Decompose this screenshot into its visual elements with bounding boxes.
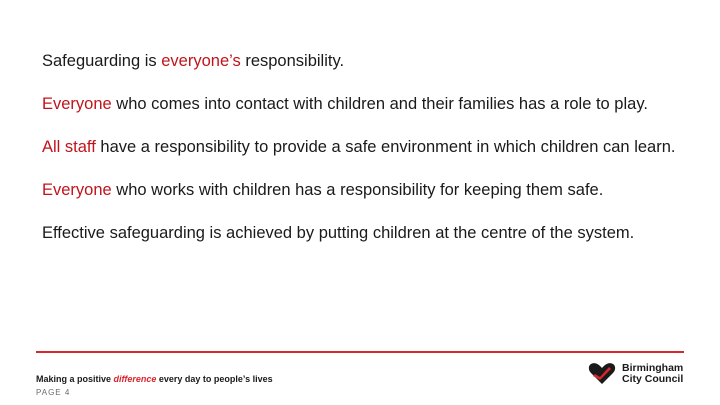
logo-text [622,363,683,385]
text: Effective safeguarding is achieved by putting children at the centre of the system. [42,224,635,242]
logo-line-2: City Council [622,373,684,385]
highlight: Everyone [42,95,112,113]
tagline-text: Making a positive [36,374,114,384]
text: Safeguarding is [42,52,162,70]
text: who comes into contact with children and their families has a role to play. [111,95,648,113]
text: who works with children has a responsibility for keeping them safe. [111,181,604,199]
logo-line-1: Birmingham [622,362,684,374]
text: responsibility. [240,52,345,70]
tagline-text: every day to people’s lives [156,374,273,384]
page-number: PAGE 4 [36,388,71,397]
paragraph-4 [42,179,682,201]
paragraph-2 [42,93,682,115]
slide-body [42,50,682,265]
paragraph-1 [42,50,682,72]
council-logo [588,362,683,386]
highlight: All staff [42,138,96,156]
highlight: everyone’s [161,52,241,70]
tagline-emphasis: difference [113,374,157,384]
footer-divider [36,351,684,353]
paragraph-5 [42,222,682,244]
text: have a responsibility to provide a safe environment in which children can learn. [95,138,676,156]
highlight: Everyone [42,181,112,199]
footer-tagline [36,374,273,384]
paragraph-3 [42,136,682,158]
heart-icon [588,362,616,386]
